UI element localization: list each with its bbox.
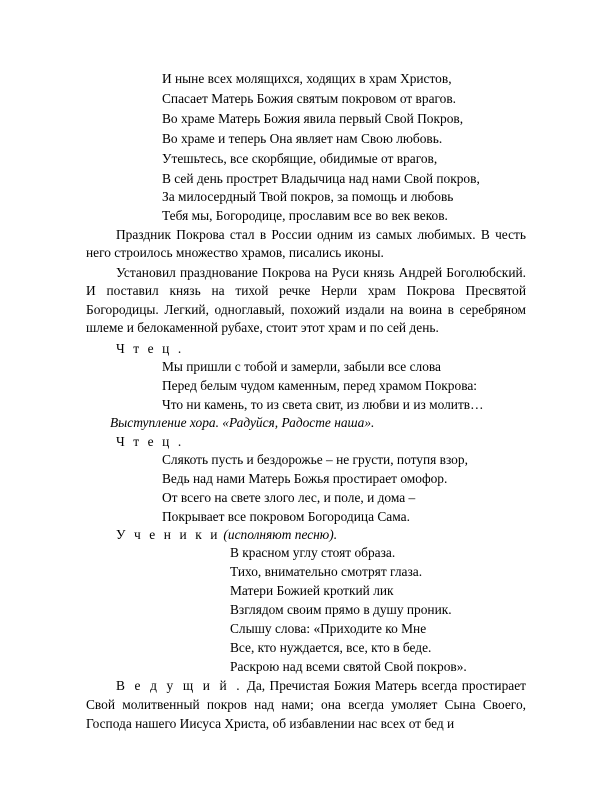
verse-line: Покрывает все покровом Богородица Сама. (162, 509, 410, 524)
verse-line: Тебя мы, Богородице, прославим все во век веков. (162, 208, 448, 223)
verse-line: Перед белым чудом каменным, перед храмом Покрова: (162, 378, 478, 393)
speaker-label-reader: Ч т е ц . (116, 434, 184, 449)
verse-line: Раскрою над всеми святой Свой покров». (230, 659, 467, 674)
verse-line: От всего на свете злого лес, и поле, и дома – (162, 490, 416, 505)
verse-line: Спасает Матерь Божия святым покровом от врагов. (162, 91, 457, 106)
verse-line: Мы пришли с тобой и замерли, забыли все слова (162, 359, 441, 374)
paragraph-prince-andrey: Установил празднование Покрова на Руси князь Андрей Боголюбский. И поставил князь на тихой речке Нерли храм Покрова Пресвятой Богородицы. Легкий, одноглавый, похожий издали на воина в серебряном шлеме и белокаменной рубахе, стоит этот храм и по сей день. (86, 265, 526, 335)
verse-line: Все, кто нуждается, все, кто в беде. (230, 640, 432, 655)
verse-line: За милосердный Твой покров, за помощь и любовь (162, 189, 454, 204)
verse-line: Во храме Матерь Божия явила первый Свой Покров, (162, 111, 464, 126)
verse-line: Слышу слова: «Приходите ко Мне (230, 621, 427, 636)
verse-line: Тихо, внимательно смотрят глаза. (230, 564, 423, 579)
verse-line: Ведь над нами Матерь Божья простирает омофор. (162, 471, 448, 486)
leader-paragraph (86, 677, 526, 733)
speaker-label-reader: Ч т е ц . (116, 341, 184, 356)
verse-line: Что ни камень, то из света свит, из любви и из молитв… (162, 397, 484, 412)
verse-line: Взглядом своим прямо в душу проник. (230, 602, 452, 617)
speaker-label-students: У ч е н и к и (116, 527, 221, 542)
verse-line: И ныне всех молящихся, ходящих в храм Христов, (162, 71, 452, 86)
verse-line: Матери Божией кроткий лик (230, 583, 394, 598)
students-line (116, 526, 337, 544)
verse-line: Слякоть пусть и бездорожье – не грусти, потупя взор, (162, 452, 468, 467)
leader-text: Да, Пречистая Божия Матерь всегда простирает Свой молитвенный покров над нами; она всегда умоляет Сына Своего, Господа нашего Иисуса Христа, об избавлении нас всех от бед и (86, 678, 526, 731)
verse-line: В сей день прострет Владычица над нами Свой покров, (162, 171, 480, 186)
speaker-label-leader: В е д у щ и й . (116, 678, 243, 693)
verse-line: Утешьтесь, все скорбящие, обидимые от врагов, (162, 151, 438, 166)
students-stage-note: (исполняют песню). (223, 527, 338, 542)
paragraph-pokrov-holiday: Праздник Покрова стал в России одним из самых любимых. В честь него строилось множество храмов, писались иконы. (86, 227, 526, 261)
verse-line: В красном углу стоят образа. (230, 545, 396, 560)
choir-performance-note: Выступление хора. «Радуйся, Радосте наша». (110, 415, 375, 430)
verse-line: Во храме и теперь Она являет нам Свою любовь. (162, 131, 443, 146)
